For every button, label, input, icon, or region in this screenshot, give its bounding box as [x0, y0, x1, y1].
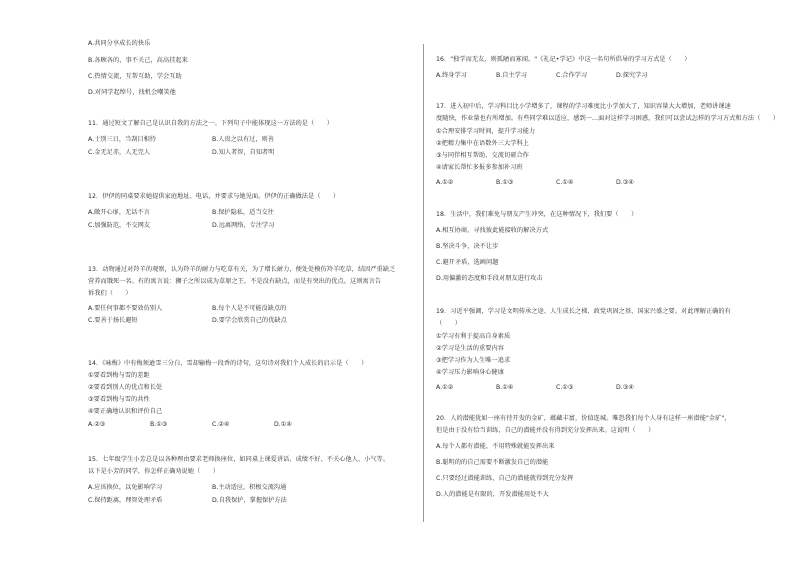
q17-option-d: D.③④: [616, 179, 634, 186]
q10-option-d: D.对同学起绰号，找机会嘲笑他: [88, 89, 176, 96]
q11-option-a: A.士别三日，当刮目相待: [88, 136, 156, 143]
q13-stem-line-1: 13．动物通过对羚羊的观察，认为羚羊的耐力与吃草有关，为了增长耐力，便处处模仿羚羊吃草，结因严重缺乏: [88, 266, 396, 273]
q18-option-d: D.用偏激的态度和手段对朋友进行攻击: [436, 275, 543, 282]
q14-item-4: ④要正确地认识和评价自己: [88, 408, 163, 415]
q15-option-a: A.应该换位，以免影响学习: [88, 484, 163, 491]
q10-option-a: A.共同分享成长的快乐: [88, 40, 151, 47]
q16-option-a: A.终身学习: [436, 72, 467, 79]
q20-stem-line-1: 20．人的潜能犹如一座有待开发的金矿，蕴藏丰富，价值连城。唯恐我们每个人身有这样一座潜能"金矿"，: [436, 415, 731, 422]
q19-option-c: C.①③: [556, 384, 574, 391]
q17-item-4: ④请家长帮忙多报多参加补习班: [436, 164, 523, 171]
q11-option-d: D.知人者智，自知者明: [212, 149, 275, 156]
q15-stem-line-2: 以下是小芳的同学，你怎样正确劝说她（ ）: [88, 468, 219, 475]
q17-stem-line-1: 17．进入初中后，学习科目比小学增多了，课程的学习难度比小学加大了，知识容量大大增加，老师讲课速: [436, 103, 731, 110]
q19-item-3: ③把学习作为人生唯一追求: [436, 357, 511, 364]
q12-option-b: B.保护隐私，适当交往: [212, 209, 274, 216]
q13-option-d: D.要学会欣赏自己的优缺点: [212, 317, 287, 324]
q11-option-b: B.人贵之以有过，则善: [212, 136, 274, 143]
q14-item-3: ③要看到梅与雪的共性: [88, 396, 150, 403]
q16-stem: 16．"独学而无友，则孤陋而寡闻。"《礼记•学记》中这一名句所倡导的学习方式是（ ）: [436, 56, 691, 63]
q16-option-b: B.自主学习: [496, 72, 527, 79]
q11-option-c: C.金无足赤，人无完人: [88, 149, 150, 156]
q18-option-c: C.避开矛盾，选画问题: [436, 259, 499, 266]
q20-stem-line-2: 但是由于没有恰当训练，自己的潜能并没有得到充分发挥出来。这说明（ ）: [436, 427, 655, 434]
q20-option-c: C.只要经过潜能训练，自己的潜能就得到充分发挥: [436, 475, 574, 482]
q19-stem: 19．习近平强调，学习是文明传承之途、人生成长之梯、政党巩固之基、国家兴盛之要。对此理解正确的有: [436, 308, 731, 315]
q12-stem: 12．伊伊的同桌要求她提供家庭地址、电话，并要求与她见面。伊伊的正确做法是（ ）: [88, 193, 340, 200]
q19-item-2: ②学习是生活的重要内容: [436, 345, 504, 352]
q13-stem-line-2: 营养而饿死一名。有的寓言说：狮子之所以成为草原之王，不是没有缺点，而是有突出的优点。这则寓言告: [88, 278, 382, 285]
q18-option-a: A.相互协商，寻找彼此能接收的解决方式: [436, 227, 549, 234]
q11-stem: 11．通过短文了解自己是认识自我的方法之一。下列句子中能体现这一方法的是（ ）: [88, 120, 333, 127]
q18-option-b: B.坚决斗争，决不让步: [436, 243, 499, 250]
q19-option-d: D.③④: [616, 384, 634, 391]
q16-option-c: C.合作学习: [556, 72, 588, 79]
q14-option-b: B.①③: [150, 421, 168, 428]
q17-option-c: C.①④: [556, 179, 574, 186]
q20-option-a: A.每个人都有潜能，不用特殊就能发挥出来: [436, 443, 555, 450]
q17-item-3: ③与同伴相互帮助、交流切磋合作: [436, 152, 529, 159]
q14-option-c: C.②④: [212, 421, 230, 428]
q12-option-a: A.敞开心扉，无话不言: [88, 209, 150, 216]
q17-stem-line-2: 度随快，作业量也有所增加。有些同学难以适应，感到一…面对这样学习困惑，我们可以尝试怎样的学习方式和方法（ ）: [436, 115, 780, 122]
q19-option-a: A.①②: [436, 384, 454, 391]
q15-option-c: C.保持距离，理智处理矛盾: [88, 497, 163, 504]
q15-stem-line-1: 15．七年级学生小芳总是以各种理由要求老师换座位，如同桌上课爱讲话、成绩不好、不关心他人、小气等。: [88, 456, 390, 463]
q14-item-2: ②要看到别人的优点和长处: [88, 384, 163, 391]
q20-option-b: B.聪明的的自己需要不断激发自己的潜能: [436, 459, 549, 466]
q15-option-d: D.自我保护，掌握保护方法: [212, 497, 287, 504]
right-column: [436, 0, 784, 562]
q13-option-c: C.要善于扬长避短: [88, 317, 138, 324]
left-column: [88, 0, 436, 562]
q16-option-d: D.探究学习: [616, 72, 648, 79]
q13-option-a: A.要任何事都不要效仿别人: [88, 305, 163, 312]
q14-stem: 14．《咏梅》中有梅须逊雪三分白，雪却输梅一段香的诗句，这句诗对我们个人成长的启示是（ ）: [88, 360, 368, 367]
q15-option-b: B.主动适应，积极交流沟通: [212, 484, 287, 491]
q13-stem-line-3: 诉我们（ ）: [88, 290, 132, 297]
q19-option-b: B.①④: [496, 384, 514, 391]
q19-item-1: ①学习有利于提高自身素质: [436, 333, 511, 340]
q13-option-b: B.每个人是不可能没缺点的: [212, 305, 287, 312]
q17-item-1: ①合理安排学习时间，提升学习能力: [436, 128, 536, 135]
q12-option-c: C.加强防范，不交网友: [88, 222, 150, 229]
q18-stem: 18．生活中，我们难免与朋友产生冲突，在这种情况下，我们要（ ）: [436, 211, 638, 218]
q17-option-b: B.①③: [496, 179, 514, 186]
column-divider: [423, 44, 424, 522]
q14-item-1: ①要看到梅与雪的差距: [88, 372, 150, 379]
q12-option-d: D.远离网络，专注学习: [212, 222, 275, 229]
q14-option-a: A.②③: [88, 421, 106, 428]
q19-item-4: ④学习压力影响身心健康: [436, 369, 504, 376]
q17-option-a: A.①②: [436, 179, 454, 186]
q20-option-d: D.人的潜能是有限的，开发潜能用处不大: [436, 491, 549, 498]
q19-stem-tail: （ ）: [436, 320, 461, 327]
q10-option-b: B.各顾各的，事不关己，高高挂起来: [88, 57, 188, 64]
q17-item-2: ②把精力集中在语数外三大学科上: [436, 140, 529, 147]
q10-option-c: C.热情交流，互帮互助，学会互助: [88, 73, 182, 80]
q14-option-d: D.①④: [274, 421, 292, 428]
